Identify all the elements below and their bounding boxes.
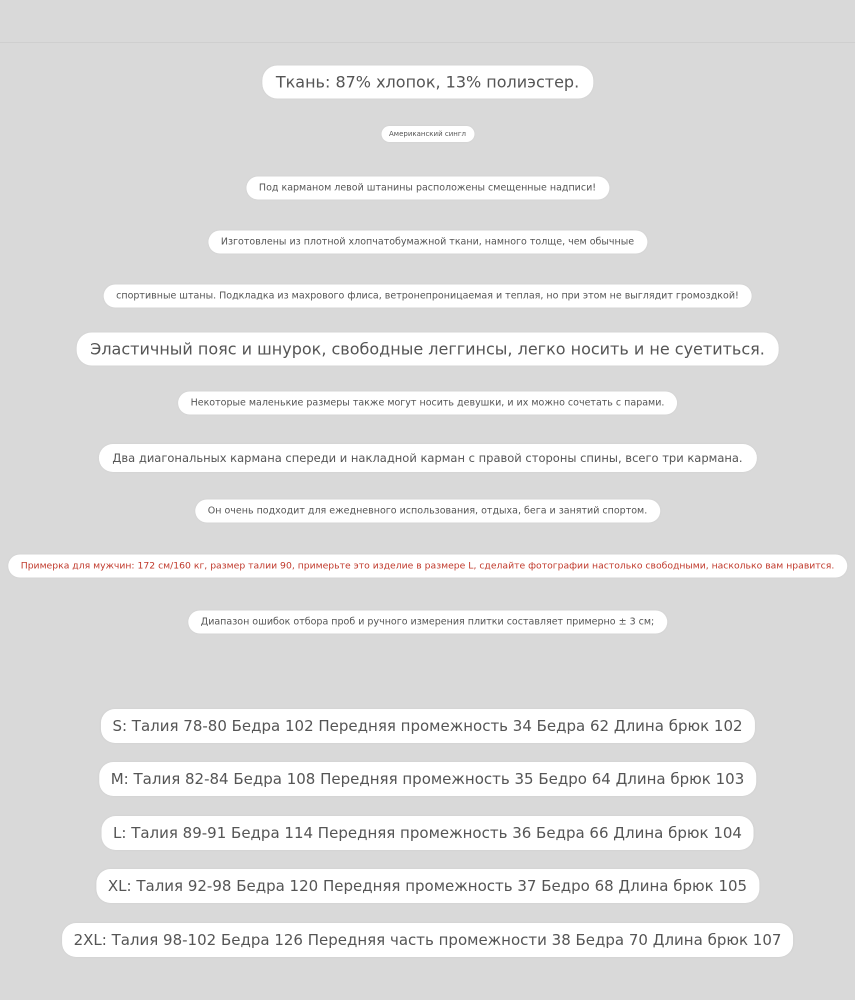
- girls-fit-note: Некоторые маленькие размеры также могут носить девушки, и их можно сочетать с парами.: [178, 392, 678, 415]
- fabric-composition: Ткань: 87% хлопок, 13% полиэстер.: [262, 66, 593, 99]
- pocket-print-note: Под карманом левой штанины расположены смещенные надписи!: [246, 177, 609, 200]
- size-row-l: L: Талия 89-91 Бедра 114 Передняя промежность 36 Бедра 66 Длина брюк 104: [101, 816, 754, 850]
- size-row-s: S: Талия 78-80 Бедра 102 Передняя промежность 34 Бедра 62 Длина брюк 102: [100, 709, 754, 743]
- fabric-description-1: Изготовлены из плотной хлопчатобумажной ткани, намного толще, чем обычные: [208, 231, 647, 254]
- fabric-description-2: спортивные штаны. Подкладка из махрового флиса, ветронепроницаемая и теплая, но при этом не выглядит громоздкой!: [103, 285, 752, 308]
- size-row-m: M: Талия 82-84 Бедра 108 Передняя промежность 35 Бедро 64 Длина брюк 103: [99, 762, 757, 796]
- size-row-xl: XL: Талия 92-98 Бедра 120 Передняя промежность 37 Бедро 68 Длина брюк 105: [96, 869, 759, 903]
- top-divider: [0, 0, 855, 43]
- fitting-note: Примерка для мужчин: 172 см/160 кг, размер талии 90, примерьте это изделие в размере L, сделайте фотографии настолько свободными, насколько вам нравится.: [8, 555, 848, 578]
- measurement-error-note: Диапазон ошибок отбора проб и ручного измерения плитки составляет примерно ± 3 см;: [188, 611, 667, 634]
- waistband-description: Эластичный пояс и шнурок, свободные леггинсы, легко носить и не суетиться.: [76, 333, 779, 366]
- usage-description: Он очень подходит для ежедневного использования, отдыха, бега и занятий спортом.: [195, 500, 660, 523]
- origin-label: Американский сингл: [381, 126, 474, 142]
- pockets-description: Два диагональных кармана спереди и накладной карман с правой стороны спины, всего три кармана.: [98, 444, 756, 472]
- size-row-2xl: 2XL: Талия 98-102 Бедра 126 Передняя часть промежности 38 Бедра 70 Длина брюк 107: [62, 923, 794, 957]
